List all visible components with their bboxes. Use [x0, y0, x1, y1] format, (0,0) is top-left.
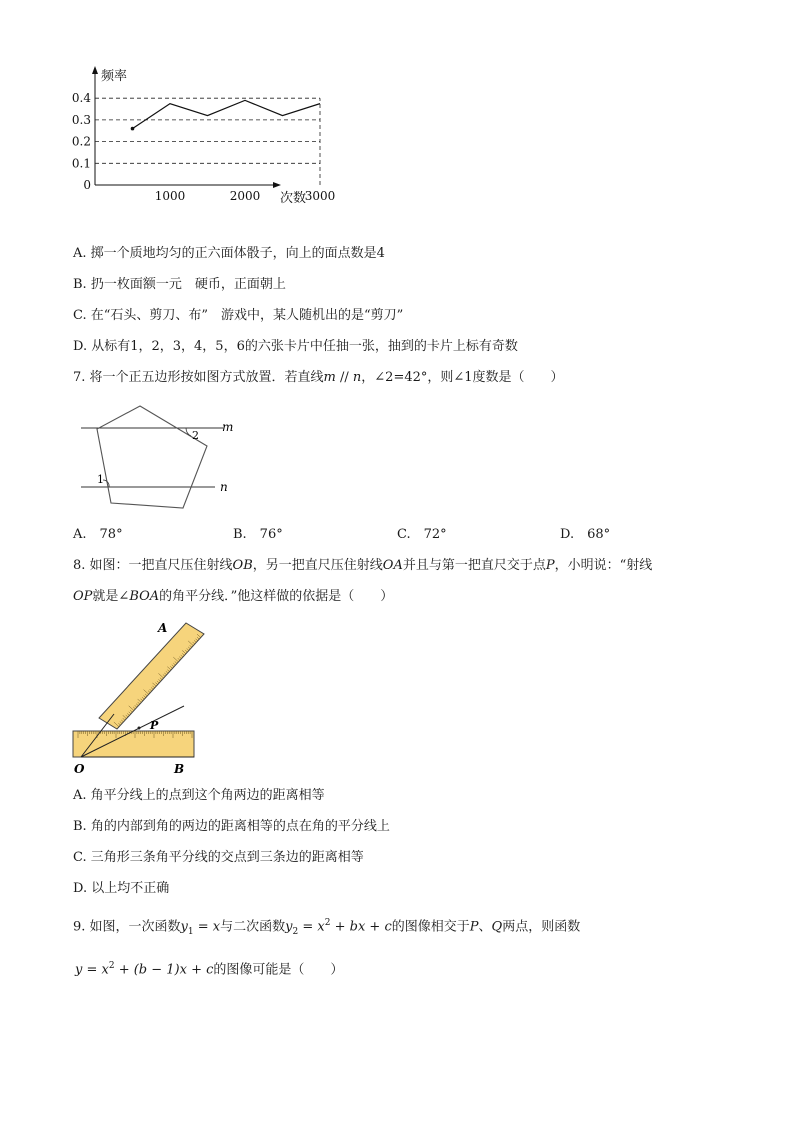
q7-stem: 7. 将一个正五边形按如图方式放置．若直线m // n，∠2=42°，则∠1度数是（ ） [73, 370, 564, 385]
label-angle-1: 1 [97, 473, 104, 486]
label-p: P [150, 719, 159, 732]
q7-option-c[interactable]: C. 72° [397, 527, 447, 542]
y-tick-label: 0.1 [71, 156, 91, 171]
q7-option-a[interactable]: A. 78° [73, 527, 123, 542]
rulers-figure [66, 616, 206, 778]
q6-option-a[interactable]: A. 掷一个质地均匀的正六面体骰子，向上的面点数是4 [73, 246, 385, 261]
q8-option-b[interactable]: B. 角的内部到角的两边的距离相等的点在角的平分线上 [73, 819, 390, 834]
slanted-ruler [99, 623, 204, 729]
y-tick-label: 0.3 [71, 112, 91, 127]
label-o: O [74, 762, 85, 776]
frequency-series-line [133, 100, 321, 128]
q8-option-d[interactable]: D. 以上均不正确 [73, 881, 170, 896]
angle-2-arc [186, 428, 191, 436]
label-angle-2: 2 [192, 429, 199, 442]
pentagon-figure [75, 398, 245, 516]
q8-option-a[interactable]: A. 角平分线上的点到这个角两边的距离相等 [73, 788, 325, 803]
y-axis-arrow [92, 66, 98, 74]
point-p [138, 727, 141, 730]
x-axis-arrow [273, 182, 281, 188]
q9-stem-line2: $y = x^2 + (b - 1)x + c$的图像可能是（ ） [75, 961, 344, 978]
q8-stem-line1: 8. 如图：一把直尺压住射线OB，另一把直尺压住射线OA并且与第一把直尺交于点P，小明说：“射线 [73, 558, 653, 573]
y-tick-label: 0.4 [71, 91, 91, 106]
series-start-point [131, 127, 135, 131]
q9-stem-line1: 9. 如图，一次函数$y_1 = x$与二次函数$y_2 = x^2$ + bx + c的图像相交于P、Q两点，则函数 [73, 918, 581, 937]
x-axis-label: 次数 [280, 191, 307, 206]
pentagon [97, 406, 207, 508]
x-tick-label: 2000 [229, 189, 261, 203]
x-tick-label: 3000 [304, 189, 336, 203]
label-m: m [222, 420, 234, 434]
label-n: n [220, 480, 228, 494]
q8-stem-line2: OP就是∠BOA的角平分线．”他这样做的依据是（ ） [73, 589, 394, 604]
q7-option-b[interactable]: B. 76° [233, 527, 283, 542]
y-axis-label: 频率 [101, 69, 128, 84]
label-b: B [174, 762, 185, 776]
q8-option-c[interactable]: C. 三角形三条角平分线的交点到三条边的距离相等 [73, 850, 364, 865]
label-a: A [158, 621, 168, 635]
x-tick-label: 1000 [154, 189, 186, 203]
y-tick-label: 0.2 [71, 134, 91, 149]
y-tick-label: 0 [83, 178, 91, 192]
q6-option-c[interactable]: C. 在“石头、剪刀、布” 游戏中，某人随机出的是“剪刀” [73, 308, 404, 323]
frequency-chart [60, 62, 336, 212]
q6-option-d[interactable]: D. 从标有1，2，3，4，5，6的六张卡片中任抽一张，抽到的卡片上标有奇数 [73, 339, 518, 354]
q6-option-b[interactable]: B. 扔一枚面额一元 硬币，正面朝上 [73, 277, 286, 292]
q7-option-d[interactable]: D. 68° [560, 527, 611, 542]
